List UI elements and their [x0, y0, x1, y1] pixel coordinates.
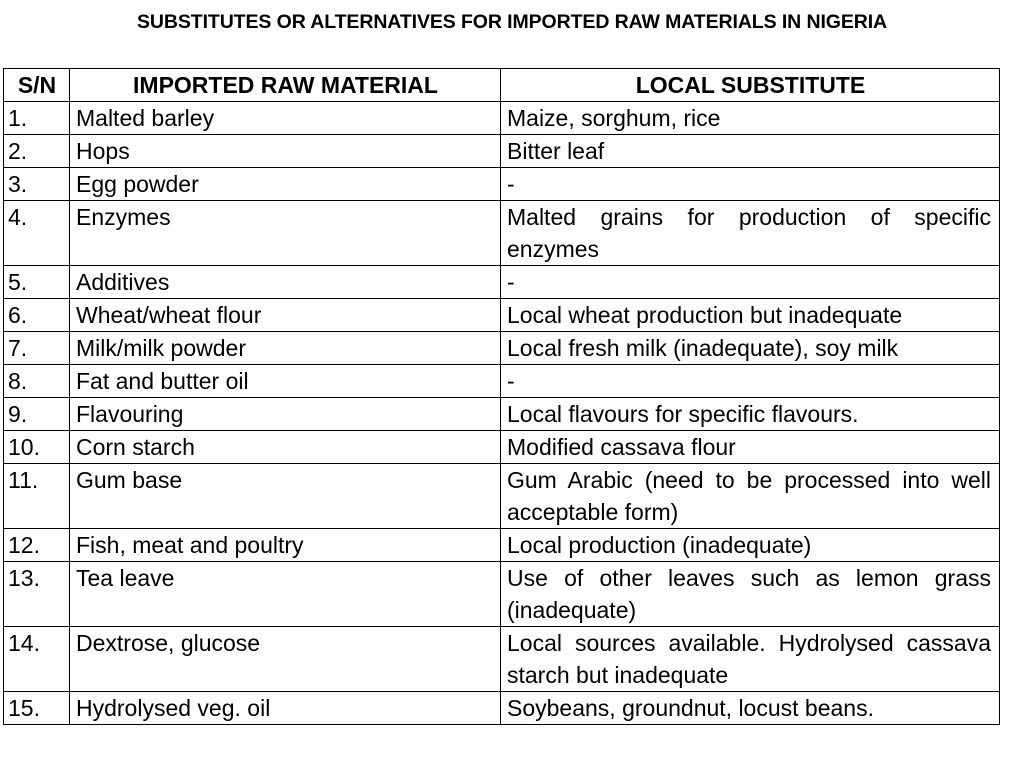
table-row: [4, 365, 1000, 398]
row-number: 12.: [4, 529, 70, 562]
local-substitute-cell: Use of other leaves such as lemon grass (inadequate): [501, 562, 1000, 627]
table-row: [4, 464, 1000, 529]
table-row: [4, 431, 1000, 464]
table-row: [4, 299, 1000, 332]
row-number: 5.: [4, 266, 70, 299]
row-number: 6.: [4, 299, 70, 332]
local-substitute-cell: Malted grains for production of specific enzymes: [501, 201, 1000, 266]
imported-material-cell: Dextrose, glucose: [70, 627, 501, 692]
table-header-row: [4, 69, 1000, 102]
local-substitute-cell: -: [501, 168, 1000, 201]
imported-material-cell: Corn starch: [70, 431, 501, 464]
row-number: 8.: [4, 365, 70, 398]
row-number: 7.: [4, 332, 70, 365]
page-title: SUBSTITUTES OR ALTERNATIVES FOR IMPORTED RAW MATERIALS IN NIGERIA: [136, 11, 888, 33]
row-number: 2.: [4, 135, 70, 168]
table-row: [4, 529, 1000, 562]
imported-material-cell: Egg powder: [70, 168, 501, 201]
table-row: [4, 398, 1000, 431]
imported-material-cell: Hydrolysed veg. oil: [70, 692, 501, 725]
table-row: [4, 102, 1000, 135]
table-row: [4, 692, 1000, 725]
row-number: 15.: [4, 692, 70, 725]
imported-material-cell: Wheat/wheat flour: [70, 299, 501, 332]
row-number: 3.: [4, 168, 70, 201]
row-number: 14.: [4, 627, 70, 692]
local-substitute-cell: -: [501, 266, 1000, 299]
local-substitute-cell: -: [501, 365, 1000, 398]
column-header-sn: S/N: [4, 69, 70, 102]
imported-material-cell: Hops: [70, 135, 501, 168]
local-substitute-cell: Local sources available. Hydrolysed cassava starch but inadequate: [501, 627, 1000, 692]
local-substitute-cell: Gum Arabic (need to be processed into well acceptable form): [501, 464, 1000, 529]
column-header-imported-raw-material: IMPORTED RAW MATERIAL: [70, 69, 501, 102]
column-header-local-substitute: LOCAL SUBSTITUTE: [501, 69, 1000, 102]
row-number: 11.: [4, 464, 70, 529]
imported-material-cell: Additives: [70, 266, 501, 299]
imported-material-cell: Malted barley: [70, 102, 501, 135]
imported-material-cell: Flavouring: [70, 398, 501, 431]
local-substitute-cell: Maize, sorghum, rice: [501, 102, 1000, 135]
local-substitute-cell: Local production (inadequate): [501, 529, 1000, 562]
row-number: 1.: [4, 102, 70, 135]
row-number: 10.: [4, 431, 70, 464]
imported-material-cell: Milk/milk powder: [70, 332, 501, 365]
local-substitute-cell: Local flavours for specific flavours.: [501, 398, 1000, 431]
table-row: [4, 201, 1000, 266]
local-substitute-cell: Modified cassava flour: [501, 431, 1000, 464]
table-row: [4, 168, 1000, 201]
table-row: [4, 332, 1000, 365]
local-substitute-cell: Bitter leaf: [501, 135, 1000, 168]
row-number: 4.: [4, 201, 70, 266]
table-row: [4, 135, 1000, 168]
imported-material-cell: Gum base: [70, 464, 501, 529]
substitutes-table: [3, 68, 1000, 725]
table-row: [4, 266, 1000, 299]
row-number: 13.: [4, 562, 70, 627]
table-row: [4, 627, 1000, 692]
row-number: 9.: [4, 398, 70, 431]
imported-material-cell: Fat and butter oil: [70, 365, 501, 398]
imported-material-cell: Tea leave: [70, 562, 501, 627]
imported-material-cell: Enzymes: [70, 201, 501, 266]
local-substitute-cell: Local wheat production but inadequate: [501, 299, 1000, 332]
imported-material-cell: Fish, meat and poultry: [70, 529, 501, 562]
local-substitute-cell: Soybeans, groundnut, locust beans.: [501, 692, 1000, 725]
table-row: [4, 562, 1000, 627]
local-substitute-cell: Local fresh milk (inadequate), soy milk: [501, 332, 1000, 365]
